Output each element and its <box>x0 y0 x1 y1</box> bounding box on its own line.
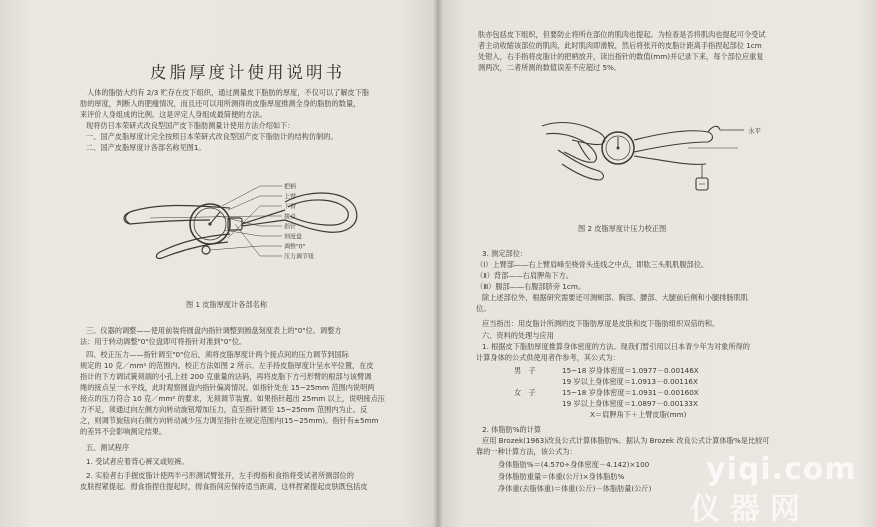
body-line: 位。 <box>476 304 491 313</box>
intro-line: 人体的脂肪大约有 2/3 贮存在皮下组织，通过测量皮下脂肪的厚度，不仅可以了解皮下脂 <box>87 88 370 97</box>
section-heading: 3. 测定部位： <box>482 249 528 258</box>
intro-line: 一、国产皮脂厚度计完全按照日本荣研式改良型国产皮下脂肪计的结构仿制的。 <box>86 132 338 141</box>
body-line: 绳的接点呈一水平线，此时观察圆盘内指针偏离情况。如指针处在 15~25mm 范围内说明两 <box>80 383 375 392</box>
body-line: 之，则调节旋钮向右侧方向转动减少压力调至指针在规定范围内(15~25mm)。指针有±5mm <box>80 416 379 425</box>
body-line: 应当指出：用皮脂计所测的皮下脂肪厚度是皮肤和皮下脂肪组织双倍的和。 <box>482 319 720 328</box>
body-line: 力不足，须通过向左侧方向转动旋钮增加压力，直至指针调至 15~25mm 范围内为止。反 <box>80 405 368 414</box>
formula: 身体脂肪重量＝体重(公斤)×身体脂肪% <box>498 472 625 481</box>
body-line: 法：用于转动调整"0"位盘即可将指针对准到"0"位。 <box>80 337 247 346</box>
fig1-label: 下臂 <box>284 203 297 211</box>
figure1-caption: 图 1 皮脂厚度计各部名称 <box>186 300 268 309</box>
body-line: 者主动收缩该部位的肌肉，此时肌肉即滑脱，然后将张开的皮脂计距离手指捏起部位 1cm <box>478 41 762 50</box>
page-gutter <box>433 0 443 527</box>
body-line: 除上述部位外，根据研究需要还可测颊部、胸部、腰部、大腿前后侧和小腿排肠肌肌 <box>482 293 748 302</box>
calibration-diagram <box>538 104 778 204</box>
intro-line: 来评价人身组成的比例。这是评定人身组成最简便的方法。 <box>80 110 267 119</box>
fig1-label: 调整"0" <box>284 243 306 251</box>
right-page <box>438 0 876 527</box>
body-line: 接点的压力符合 10 克／mm² 的要求，无须调节装置。如果指针超出 25mm 以上，说明接点压 <box>80 394 385 403</box>
body-line: 肤亦包括皮下组织，但要防止将所在部位的肌肉也提起。为检查是否将肌肉也提起可令受试 <box>478 30 766 39</box>
watermark-text: 仪器网 <box>690 492 810 527</box>
body-line: 应用 Brozek(1963)改良公式计算体脂肪%。据认为 Brozek 改良公式计算体脂%是比较可 <box>482 436 770 445</box>
body-line: 规定的 10 克／mm² 的范围内。校正方法如图 2 所示。左手持皮脂厚度计呈水平位置，在皮 <box>80 361 374 370</box>
body-line: 计算身体的公式供使用者作参考，其公式为： <box>476 353 620 362</box>
body-line: 1. 受试者应着背心裤叉或短裤。 <box>86 457 189 466</box>
formula: 19 岁以上身体密度＝1.0913－0.00116X <box>562 377 698 386</box>
intro-line: 肪的厚度，判断人的肥瘦情况，而且还可以用所测得的皮脂厚度推测全身的脂肪的数量， <box>80 99 361 108</box>
body-line: （Ⅰ）上臂部——右上臂肩峰至桡骨头连线之中点，即肱三头肌肌腹部位。 <box>476 260 709 269</box>
body-line: 处钳入，右手指将皮脂计的把柄放开，读出指针的数值(mm)并记录下来，每个部位应重复 <box>478 52 764 61</box>
fig2-label: 水平 <box>748 127 761 135</box>
body-line: 的差异不会影响测定结果。 <box>80 427 167 436</box>
watermark-logo: yiqi.com <box>706 452 857 487</box>
fig1-label: 指针 <box>284 223 297 231</box>
intro-line: 二、国产皮脂厚度计各部名称见图1。 <box>86 143 206 152</box>
formula-label: 女 子 <box>514 388 536 397</box>
formula: 19 岁以上身体密度＝1.0897－0.00133X <box>562 399 698 408</box>
body-line: 指计的下方调试簧须端的小孔上挂 200 克重量的法码，再将皮脂下方弓形臂的根部与该臂调 <box>80 372 372 381</box>
body-line: （Ⅱ）背部——右肩胛角下方。 <box>476 271 573 280</box>
body-line: 皮肤捏紧提起。拇食指捏住提起时，拇食指间应保持适当距离，这样捏紧提起皮肤既包括皮 <box>80 482 368 491</box>
formula: 净体重(去脂体重)＝体重(公斤)－体脂肪量(公斤) <box>498 484 652 493</box>
body-line: 2. 实验者右手握皮脂计使两半弓形测试臂张开，左手拇指和食指将受试者所测部位的 <box>86 471 354 480</box>
body-line: 四、校正压力——指针调至"0"位后，须将皮脂厚度计两个接点间的压力调节到国际 <box>86 350 349 359</box>
fig1-label: 把柄 <box>284 183 297 191</box>
fig1-label: 上臂 <box>284 193 297 201</box>
section-heading: 五、测试程序 <box>86 443 130 452</box>
fig1-label: 压力调节钮 <box>284 253 315 261</box>
section-heading: 2. 体脂肪%的计算 <box>482 425 542 434</box>
body-line: （Ⅲ）腹部——右腹部脐旁 1cm。 <box>476 282 586 291</box>
formula: 15~18 岁身体密度＝1.0977－0.00146X <box>562 366 699 375</box>
formula: X＝肩胛角下＋上臂皮脂(mm) <box>590 410 687 419</box>
formula: 身体脂肪%＝(4.570÷身体密度－4.142)×100 <box>498 460 650 469</box>
caliper-diagram <box>110 180 370 276</box>
body-line: 三、仪器的调整——使用前装将圆盘内指针调整到圆盘刻度表上的"0"位。调整方 <box>86 326 342 335</box>
body-line: 1. 根据皮下脂肪厚度推算身体密度的方法。现我们暂引用以日本青少年为对象所得的 <box>482 342 750 351</box>
fig1-label: 接点 <box>284 213 297 221</box>
page-title: 皮脂厚度计使用说明书 <box>150 63 345 82</box>
body-line: 测两次，二者所测的数值误差不应超过 5%。 <box>478 63 622 72</box>
formula-label: 男 子 <box>514 366 536 375</box>
formula: 15~18 岁身体密度＝1.0931－0.00160X <box>562 388 699 397</box>
intro-line: 现将仿日本荣研式改良型国产皮下脂肪测量计使用方法介绍如下： <box>86 121 295 130</box>
figure2-caption: 图 2 皮脂厚度计压力校正图 <box>578 224 667 233</box>
body-line: 靠的一种计算方法，该公式为： <box>476 447 577 456</box>
section-heading: 六、资料的处理与应用 <box>482 331 554 340</box>
fig1-label: 刻度盘 <box>284 233 303 241</box>
